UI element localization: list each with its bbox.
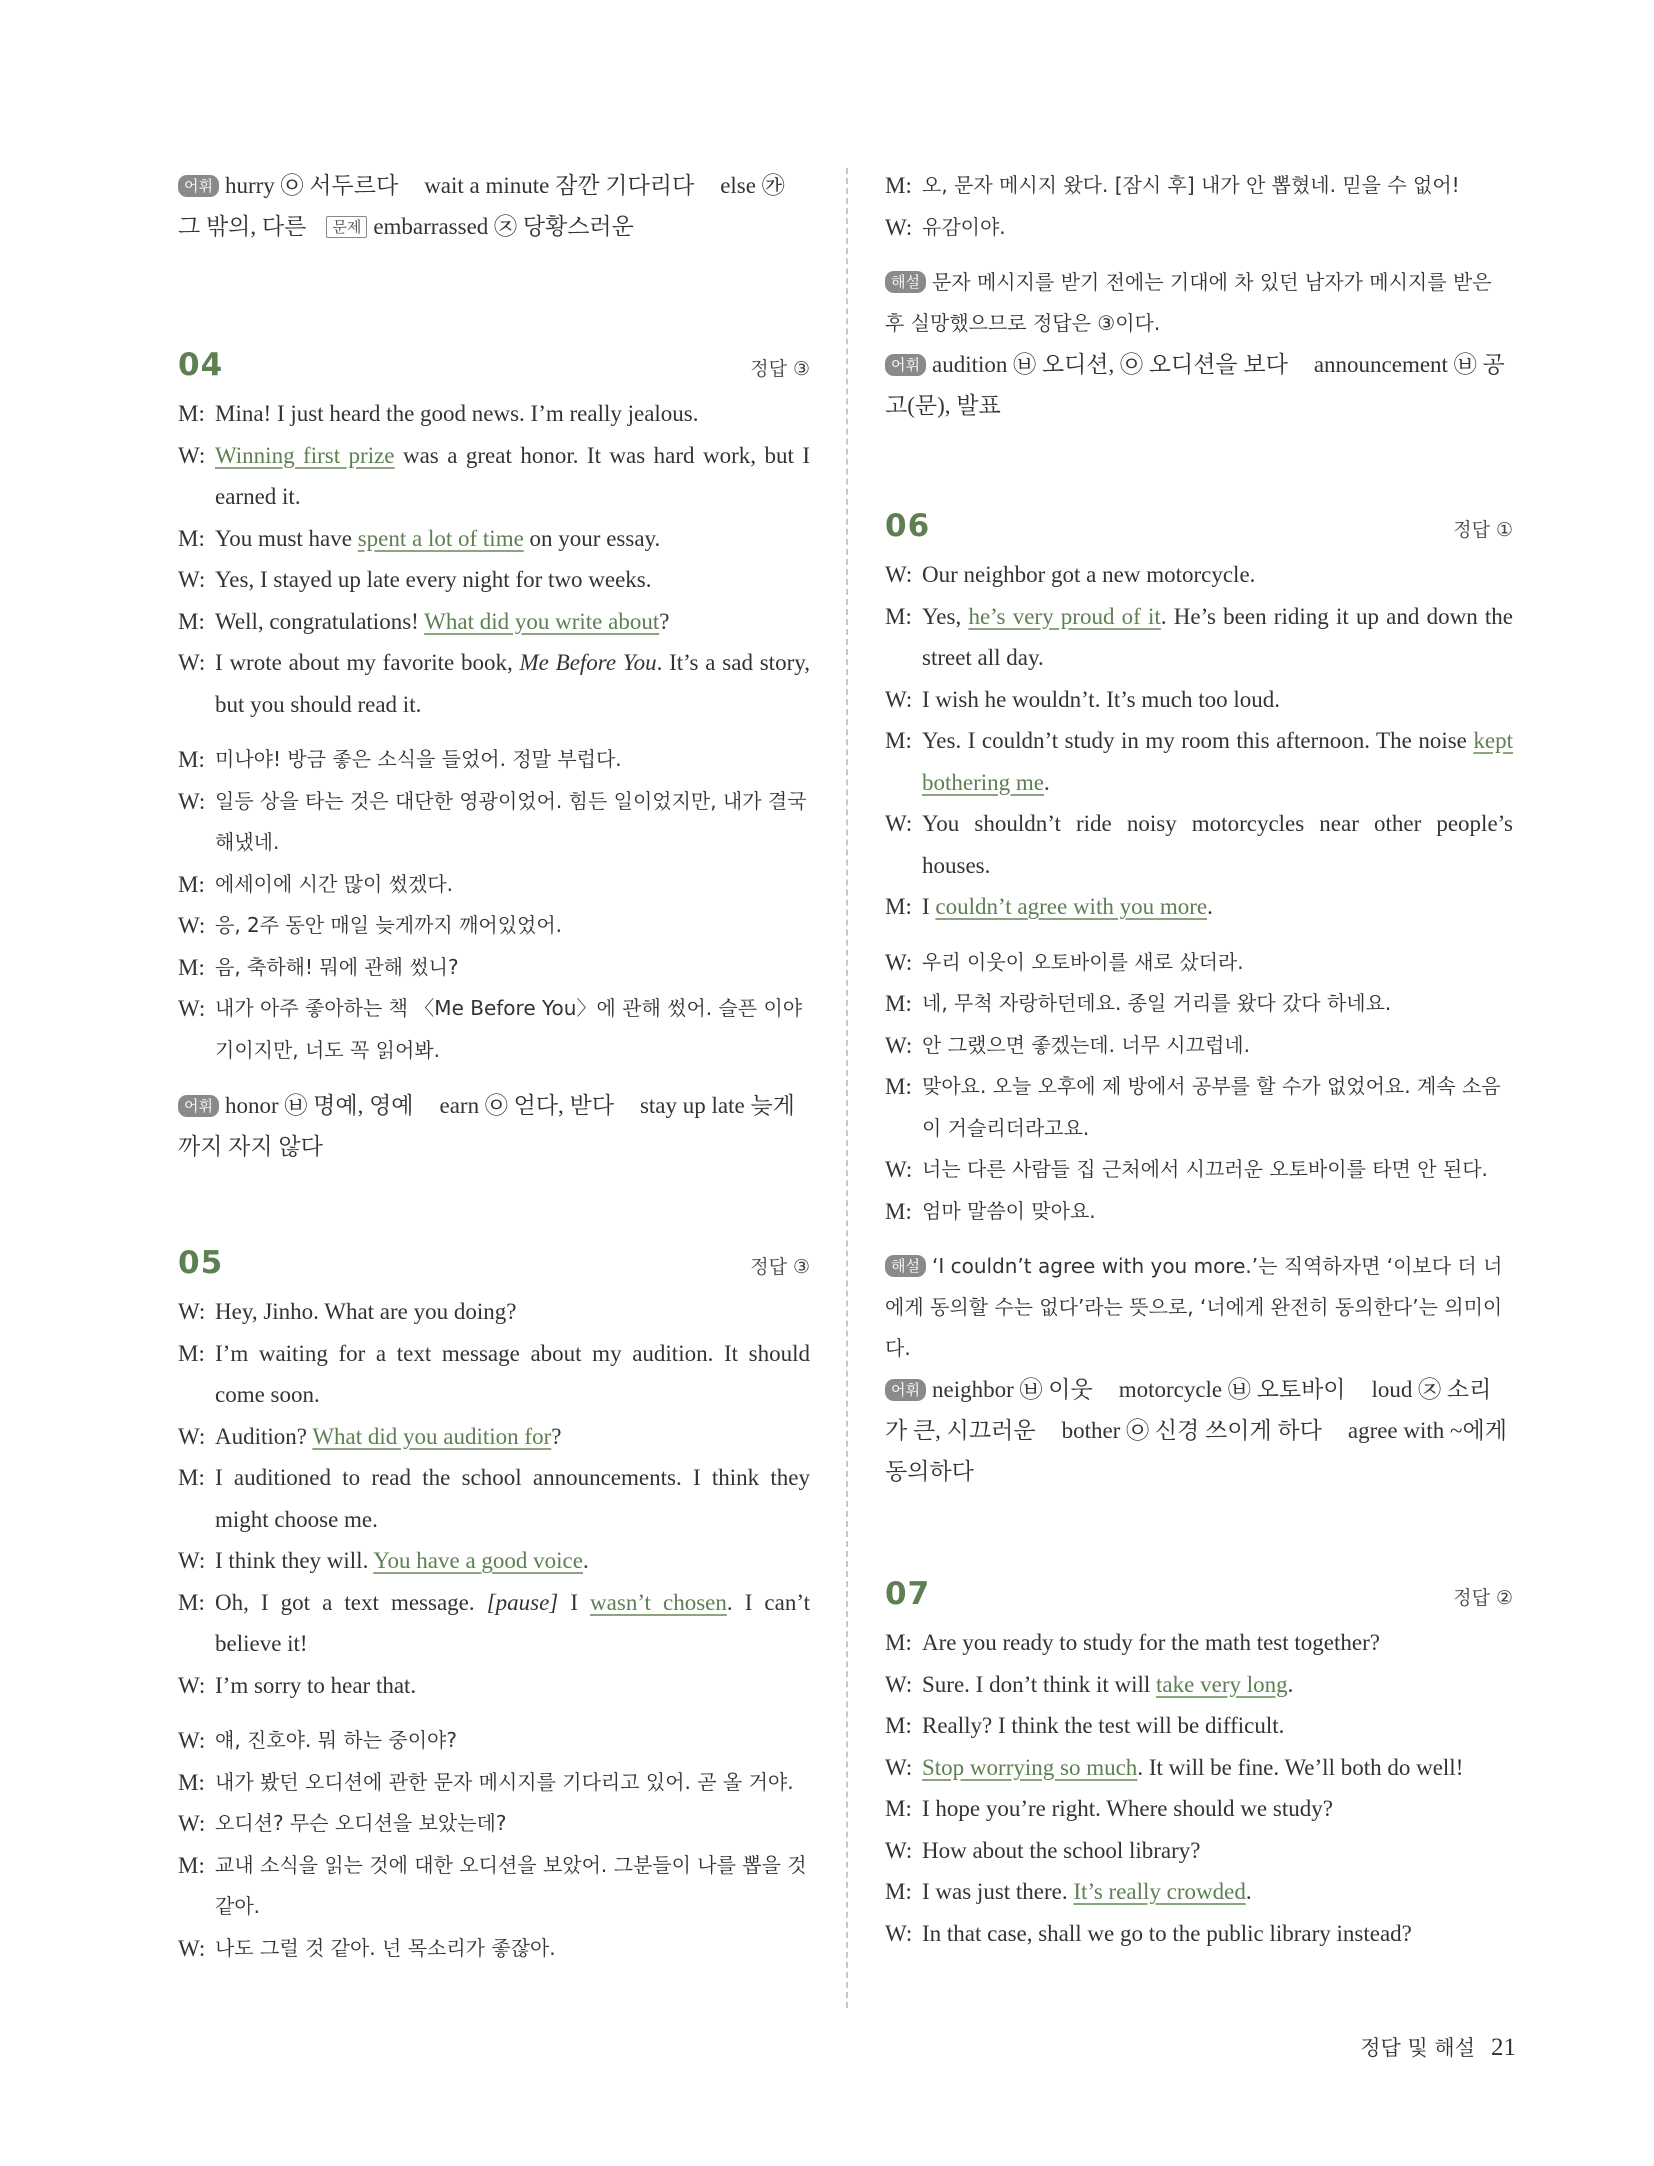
dialog-segment: ? (551, 1423, 562, 1449)
vocab-item: wait a minute 잠깐 기다리다 (424, 173, 695, 198)
vocab-item: loud ㉨ 소리가 큰, 시끄러운 (885, 1377, 1492, 1443)
speaker-label: W: (178, 1423, 206, 1449)
dialog-text (922, 1830, 1513, 1872)
speaker-label: M: (885, 1630, 912, 1655)
vocab-item: hurry ㉧ 서두르다 (224, 173, 399, 198)
dialog-text (922, 679, 1513, 721)
translation-text: 맞아요. 오늘 오후에 제 방에서 공부를 할 수가 없었어요. 계속 소음이 거슬리더라고요. (922, 1074, 1501, 1140)
vocab-block (885, 344, 1513, 426)
dialog-segment: I’m waiting for a text message about my audition. It should come soon. (215, 1340, 810, 1407)
dialog-segment: Are you ready to study for the math test together? (922, 1630, 1380, 1655)
dialog-text (215, 1416, 810, 1458)
translation-text: 오디션? 무슨 오디션을 보았는데? (215, 1811, 507, 1835)
speaker-label: W: (885, 214, 913, 240)
speaker-label: M: (178, 608, 205, 634)
answer-label: 정답 ③ (750, 358, 810, 380)
dialog-segment: Yes, I stayed up late every night for two weeks. (215, 567, 652, 592)
question-number: 06 (885, 508, 931, 544)
speaker-label: M: (178, 1589, 205, 1615)
question-07 (885, 1576, 1513, 1954)
speaker-label: M: (178, 954, 205, 980)
dialog-text (215, 1540, 810, 1582)
dialog-segment: I (558, 1589, 591, 1615)
vocab-block (885, 1369, 1513, 1492)
right-column (885, 165, 1513, 1954)
dialog-line (178, 1416, 810, 1458)
dialog-text (215, 435, 810, 518)
translation-line (178, 1845, 810, 1928)
dialog-line (885, 596, 1513, 679)
english-dialog (885, 554, 1513, 928)
speaker-label: M: (178, 525, 205, 551)
translation-text: 응, 2주 동안 매일 늦게까지 깨어있었어. (215, 913, 563, 937)
question-number: 04 (178, 347, 224, 383)
speaker-label: W: (885, 562, 913, 587)
dialog-text (215, 1291, 810, 1333)
vocab-item: earn ㉧ 얻다, 받다 (439, 1093, 614, 1118)
korean-translation (885, 165, 1513, 248)
dialog-segment: . (1287, 1671, 1294, 1697)
answer-label: 정답 ③ (750, 1256, 810, 1278)
dialog-segment: You shouldn’t ride noisy motorcycles near other people’s houses. (922, 811, 1513, 878)
dialog-segment: Hey, Jinho. What are you doing? (215, 1299, 517, 1324)
dialog-line (178, 518, 810, 560)
vocab-item: stay up late 늦게까지 자지 않다 (178, 1093, 795, 1159)
dialog-segment: I wish he wouldn’t. It’s much too loud. (922, 686, 1280, 712)
speaker-label: M: (885, 728, 912, 753)
translation-text: 얘, 진호야. 뭐 하는 중이야? (215, 1728, 457, 1752)
dialog-line (885, 886, 1513, 928)
italic-text: Me Before You (519, 650, 657, 675)
speaker-label: W: (178, 1811, 206, 1836)
english-dialog (885, 1622, 1513, 1954)
translation-line (178, 947, 810, 989)
translation-line (885, 983, 1513, 1025)
answer-blank-text: wasn’t chosen (590, 1589, 727, 1615)
korean-translation (885, 942, 1513, 1233)
translation-line (885, 942, 1513, 984)
vocab-item: neighbor ㉥ 이웃 (931, 1377, 1093, 1402)
speaker-label: M: (178, 747, 205, 772)
speaker-label: W: (885, 1837, 913, 1863)
question-number: 07 (885, 1576, 931, 1612)
dialog-text (215, 601, 810, 643)
dialog-text (922, 1913, 1513, 1955)
speaker-label: W: (178, 913, 206, 938)
translation-line (885, 1025, 1513, 1067)
translation-line (885, 165, 1513, 207)
translation-text: 음, 축하해! 뭐에 관해 썼니? (215, 954, 459, 979)
answer-blank-text: You have a good voice (373, 1548, 583, 1573)
dialog-text (922, 1622, 1513, 1664)
speaker-label: W: (885, 1157, 913, 1182)
speaker-label: W: (178, 1728, 206, 1753)
speaker-label: W: (178, 996, 206, 1021)
dialog-text (215, 559, 810, 601)
dialog-text (215, 1665, 810, 1707)
speaker-label: W: (178, 1672, 206, 1698)
vocab-item: announcement ㉥ 공고(문), 발표 (885, 352, 1505, 418)
speaker-label: W: (178, 1935, 206, 1961)
speaker-label: M: (885, 894, 912, 919)
dialog-segment: . I can’t believe it! (215, 1589, 810, 1656)
speaker-label: M: (885, 1879, 912, 1904)
dialog-segment: I’m sorry to hear that. (215, 1672, 417, 1698)
translation-text: 오, 문자 메시지 왔다. [잠시 후] 내가 안 뽑혔네. 믿을 수 없어! (922, 173, 1460, 197)
speaker-label: M: (178, 1340, 205, 1366)
speaker-label: M: (178, 871, 205, 897)
translation-text: 안 그랬으면 좋겠는데. 너무 시끄럽네. (922, 1032, 1250, 1057)
dialog-text (215, 1457, 810, 1540)
translation-line (178, 1762, 810, 1804)
italic-text: [pause] (486, 1589, 559, 1615)
vocab-item: audition ㉥ 오디션, ㉧ 오디션을 보다 (931, 352, 1288, 377)
translation-text: 엄마 말씀이 맞아요. (922, 1198, 1096, 1223)
dialog-line (178, 601, 810, 643)
dialog-text (215, 1582, 810, 1665)
dialog-segment: . He’s been riding it up and down the street all day. (922, 603, 1514, 670)
dialog-line (178, 1540, 810, 1582)
question-number: 05 (178, 1245, 224, 1281)
translation-text: 나도 그럴 것 같아. 넌 목소리가 좋잖아. (215, 1935, 556, 1960)
dialog-segment: ? (659, 608, 670, 634)
vocab-item: embarrassed ㉨ 당황스러운 (373, 214, 634, 239)
speaker-label: M: (178, 401, 205, 426)
vocab-tag: 어휘 (885, 1379, 926, 1401)
speaker-label: W: (885, 949, 913, 975)
dialog-segment: I (922, 894, 936, 919)
speaker-label: M: (178, 1769, 205, 1795)
speaker-label: M: (885, 991, 912, 1016)
translation-line (178, 905, 810, 947)
dialog-segment: . (1245, 1879, 1252, 1904)
translation-text: 우리 이웃이 오토바이를 새로 샀더라. (922, 949, 1244, 974)
dialog-segment: In that case, shall we go to the public library instead? (922, 1920, 1412, 1946)
answer-blank-text: What did you write about (424, 608, 660, 634)
page-number: 21 (1491, 2034, 1516, 2061)
translation-line (178, 1928, 810, 1970)
speaker-label: W: (885, 811, 913, 836)
answer-label: 정답 ② (1453, 1587, 1513, 1609)
vocab-block (178, 1085, 810, 1167)
dialog-line (885, 679, 1513, 721)
dialog-line (178, 435, 810, 518)
dialog-text (922, 803, 1513, 886)
dialog-line (885, 1622, 1513, 1664)
translation-line (178, 988, 810, 1071)
dialog-line (178, 559, 810, 601)
dialog-segment: . It will be fine. We’ll both do well! (1137, 1754, 1464, 1780)
english-dialog (178, 393, 810, 725)
dialog-text (922, 1705, 1513, 1747)
dialog-line (885, 1664, 1513, 1706)
answer-blank-text: spent a lot of time (357, 525, 524, 551)
translation-text: 일등 상을 타는 것은 대단한 영광이었어. 힘든 일이었지만, 내가 결국 해냈네. (215, 788, 807, 854)
column-divider (846, 168, 848, 2008)
dialog-segment: Well, congratulations! (215, 608, 425, 634)
dialog-segment: I auditioned to read the school announcements. I think they might choose me. (215, 1465, 810, 1532)
answer-blank-text: It’s really crowded (1073, 1879, 1246, 1904)
speaker-label: W: (885, 1754, 913, 1780)
speaker-label: M: (885, 1074, 912, 1099)
vocab-item: motorcycle ㉥ 오토바이 (1118, 1377, 1346, 1402)
speaker-label: W: (178, 567, 206, 592)
speaker-label: W: (885, 686, 913, 712)
speaker-label: W: (178, 1299, 206, 1324)
dialog-line (885, 720, 1513, 803)
dialog-segment: You must have (215, 525, 358, 551)
dialog-segment: I think they will. (215, 1548, 374, 1573)
vocab-tag: 어휘 (885, 354, 926, 376)
dialog-segment: . It’s a sad story, but you should read it. (215, 650, 810, 717)
speaker-label: M: (885, 1198, 912, 1224)
dialog-line (885, 803, 1513, 886)
dialog-segment: I wrote about my favorite book, (215, 650, 520, 675)
translation-line (178, 1720, 810, 1762)
explanation-tag: 해설 (885, 271, 926, 293)
speaker-label: W: (885, 1920, 913, 1946)
speaker-label: W: (178, 442, 206, 468)
dialog-text (922, 554, 1513, 596)
page-footer (1360, 2032, 1516, 2062)
dialog-segment: Sure. I don’t think it will (922, 1671, 1157, 1697)
translation-text: 미나야! 방금 좋은 소식을 들었어. 정말 부럽다. (215, 747, 622, 771)
translation-text: 네, 무척 자랑하던데요. 종일 거리를 왔다 갔다 하네요. (922, 991, 1392, 1015)
dialog-line (178, 1333, 810, 1416)
translation-line (178, 1803, 810, 1845)
translation-line (178, 864, 810, 906)
footer-label: 정답 및 해설 (1360, 2036, 1475, 2060)
dialog-line (178, 642, 810, 725)
vocab-item: honor ㉥ 명예, 영예 (224, 1093, 414, 1118)
speaker-label: W: (885, 1671, 913, 1697)
dialog-segment: How about the school library? (922, 1837, 1201, 1863)
dialog-text (922, 1788, 1513, 1830)
dialog-line (885, 1830, 1513, 1872)
vocab-tag: 어휘 (178, 1095, 219, 1117)
translation-text: 에세이에 시간 많이 썼겠다. (215, 871, 453, 896)
question-05 (178, 1245, 810, 1969)
dialog-text (922, 886, 1513, 928)
korean-translation (178, 1720, 810, 1969)
vocab-item: agree with ~에게 동의하다 (885, 1418, 1507, 1484)
dialog-text (922, 1664, 1513, 1706)
speaker-label: M: (178, 1852, 205, 1878)
dialog-segment: was a great honor. It was hard work, but I earned it. (215, 442, 810, 509)
dialog-segment: . (582, 1548, 589, 1573)
dialog-line (885, 554, 1513, 596)
explanation-text: ‘I couldn’t agree with you more.’는 직역하자면 ‘이보다 더 너에게 동의할 수는 없다’라는 뜻으로, ‘너에게 완전히 동의한다’는 의미이다. (885, 1254, 1503, 1360)
translation-text: 교내 소식을 읽는 것에 대한 오디션을 보았어. 그분들이 나를 뽑을 것 같아. (215, 1852, 807, 1918)
dialog-line (885, 1705, 1513, 1747)
dialog-segment: Audition? (215, 1423, 313, 1449)
vocab-tag: 어휘 (178, 175, 219, 197)
dialog-line (885, 1913, 1513, 1955)
speaker-label: M: (885, 1713, 912, 1738)
dialog-text (215, 518, 810, 560)
dialog-segment: Really? I think the test will be difficult. (922, 1713, 1285, 1738)
translation-line (885, 207, 1513, 249)
answer-blank-text: What did you audition for (312, 1423, 552, 1449)
dialog-line (885, 1871, 1513, 1913)
dialog-text (922, 1871, 1513, 1913)
english-dialog (178, 1291, 810, 1706)
dialog-line (178, 393, 810, 435)
dialog-text (922, 1747, 1513, 1789)
dialog-segment: . (1207, 894, 1213, 919)
question-06 (885, 508, 1513, 1492)
speaker-label: W: (178, 650, 206, 675)
translation-line (178, 739, 810, 781)
translation-text: 내가 아주 좋아하는 책 〈Me Before You〉에 관해 썼어. 슬픈 이야기이지만, 너도 꼭 읽어봐. (215, 996, 803, 1062)
explanation-block (885, 262, 1513, 344)
answer-label: 정답 ① (1453, 519, 1513, 541)
dialog-segment: I was just there. (922, 1879, 1074, 1904)
speaker-label: M: (178, 1465, 205, 1490)
dialog-segment: Our neighbor got a new motorcycle. (922, 562, 1256, 587)
translation-line (178, 781, 810, 864)
dialog-text (922, 596, 1513, 679)
answer-blank-text: couldn’t agree with you more (935, 894, 1208, 919)
dialog-line (178, 1457, 810, 1540)
question-04 (178, 347, 810, 1167)
dialog-line (885, 1788, 1513, 1830)
dialog-line (178, 1665, 810, 1707)
speaker-label: M: (885, 603, 912, 629)
vocab-item: bother ㉧ 신경 쓰이게 하다 (1061, 1418, 1322, 1443)
dialog-line (178, 1582, 810, 1665)
dialog-segment: . (1044, 769, 1050, 795)
speaker-label: W: (178, 788, 206, 814)
dialog-text (922, 720, 1513, 803)
answer-blank-text: take very long (1156, 1671, 1288, 1697)
dialog-segment: I hope you’re right. Where should we study? (922, 1796, 1333, 1821)
translation-line (885, 1149, 1513, 1191)
dialog-line (885, 1747, 1513, 1789)
answer-blank-text: kept bothering me (922, 728, 1513, 795)
speaker-label: W: (178, 1548, 206, 1573)
vocab-block-03 (178, 165, 810, 247)
explanation-block (885, 1246, 1513, 1369)
answer-blank-text: Winning first prize (215, 442, 395, 468)
dialog-segment: on your essay. (523, 525, 661, 551)
translation-text: 유감이야. (922, 214, 1006, 239)
dialog-segment: Oh, I got a text message. (215, 1589, 487, 1615)
explanation-tag: 해설 (885, 1255, 926, 1277)
answer-blank-text: he’s very proud of it (968, 603, 1161, 629)
dialog-text (215, 393, 810, 435)
left-column (178, 165, 810, 1969)
speaker-label: M: (885, 1796, 912, 1821)
translation-text: 내가 봤던 오디션에 관한 문자 메시지를 기다리고 있어. 곧 올 거야. (215, 1769, 794, 1794)
vocab-item: else ㉮ 그 밖의, 다른 (178, 173, 785, 239)
dialog-line (178, 1291, 810, 1333)
answer-blank-text: Stop worrying so much (922, 1754, 1138, 1780)
translation-line (885, 1191, 1513, 1233)
dialog-segment: Mina! I just heard the good news. I’m really jealous. (215, 401, 699, 426)
speaker-label: W: (885, 1032, 913, 1058)
dialog-segment: Yes. I couldn’t study in my room this afternoon. The noise (922, 728, 1474, 753)
problem-tag: 문제 (326, 216, 367, 238)
korean-translation (178, 739, 810, 1071)
translation-line (885, 1066, 1513, 1149)
translation-text: 너는 다른 사람들 집 근처에서 시끄러운 오토바이를 타면 안 된다. (922, 1157, 1488, 1181)
dialog-text (215, 1333, 810, 1416)
explanation-text: 문자 메시지를 받기 전에는 기대에 차 있던 남자가 메시지를 받은 후 실망했으므로 정답은 ③이다. (885, 270, 1492, 335)
dialog-text (215, 642, 810, 725)
dialog-segment: Yes, (922, 603, 969, 629)
speaker-label: M: (885, 173, 912, 198)
